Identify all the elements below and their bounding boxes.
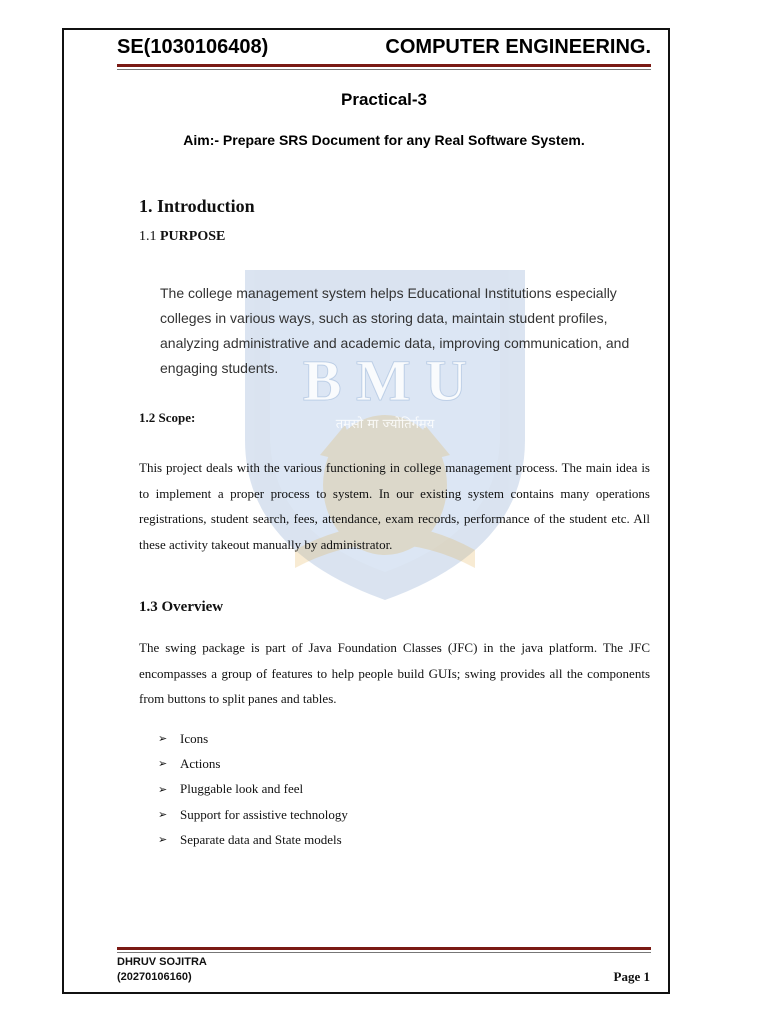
purpose-paragraph: The college management system helps Educational Institutions especially colleges in various ways, such as storing data, maintain student profiles, analyzing administrative and academic data, improving communication, and engaging students. [160,285,630,376]
footer-author [117,955,207,985]
overview-paragraph: The swing package is part of Java Foundation Classes (JFC) in the java platform. The JFC encompasses a group of features to help people build GUIs; swing provides all the components from buttons to split panes and tables. [139,640,650,706]
purpose-number: 1.1 [139,229,157,244]
overview-heading: 1.3 Overview [139,599,224,615]
scope-heading: 1.2 Scope: [139,410,196,425]
watermark-letters: B M U [302,348,468,413]
scope-paragraph: This project deals with the various functioning in college management process. The main idea is to implement a proper process to system. In our existing system contains many operations registrations, student search, fees, attendance, exam records, performance of the student etc. All these activity takeout manually by administrator. [139,460,650,552]
introduction-heading: 1. Introduction [139,196,255,216]
watermark-motto: तमसो मा ज्योतिर्गमय [335,417,435,432]
page-title: Practical-3 [341,90,427,109]
header-rule [117,64,651,70]
header-right: COMPUTER ENGINEERING. [385,36,651,58]
feature-list [158,726,348,852]
list-item: ➢ Pluggable look and feel [158,781,304,797]
arrow-bullet-icon: ➢ [158,808,168,822]
list-item: ➢ Support for assistive technology [158,806,348,822]
purpose-label: PURPOSE [160,229,226,244]
list-item: ➢ Actions [158,755,221,771]
page-number: Page 1 [613,969,650,984]
footer-rule [117,947,651,953]
author-id: (20270106160) [117,971,192,983]
list-item: ➢ Icons [158,730,209,746]
arrow-bullet-icon: ➢ [158,732,168,746]
arrow-bullet-icon: ➢ [158,782,168,796]
aim-line: Aim:- Prepare SRS Document for any Real Software System. [183,132,585,148]
list-item: ➢ Separate data and State models [158,831,342,847]
arrow-bullet-icon: ➢ [158,757,168,771]
arrow-bullet-icon: ➢ [158,833,168,847]
author-name: DHRUV SOJITRA [117,956,207,968]
header-left: SE(1030106408) [117,36,269,58]
page-header [117,36,651,59]
purpose-heading [139,229,225,245]
